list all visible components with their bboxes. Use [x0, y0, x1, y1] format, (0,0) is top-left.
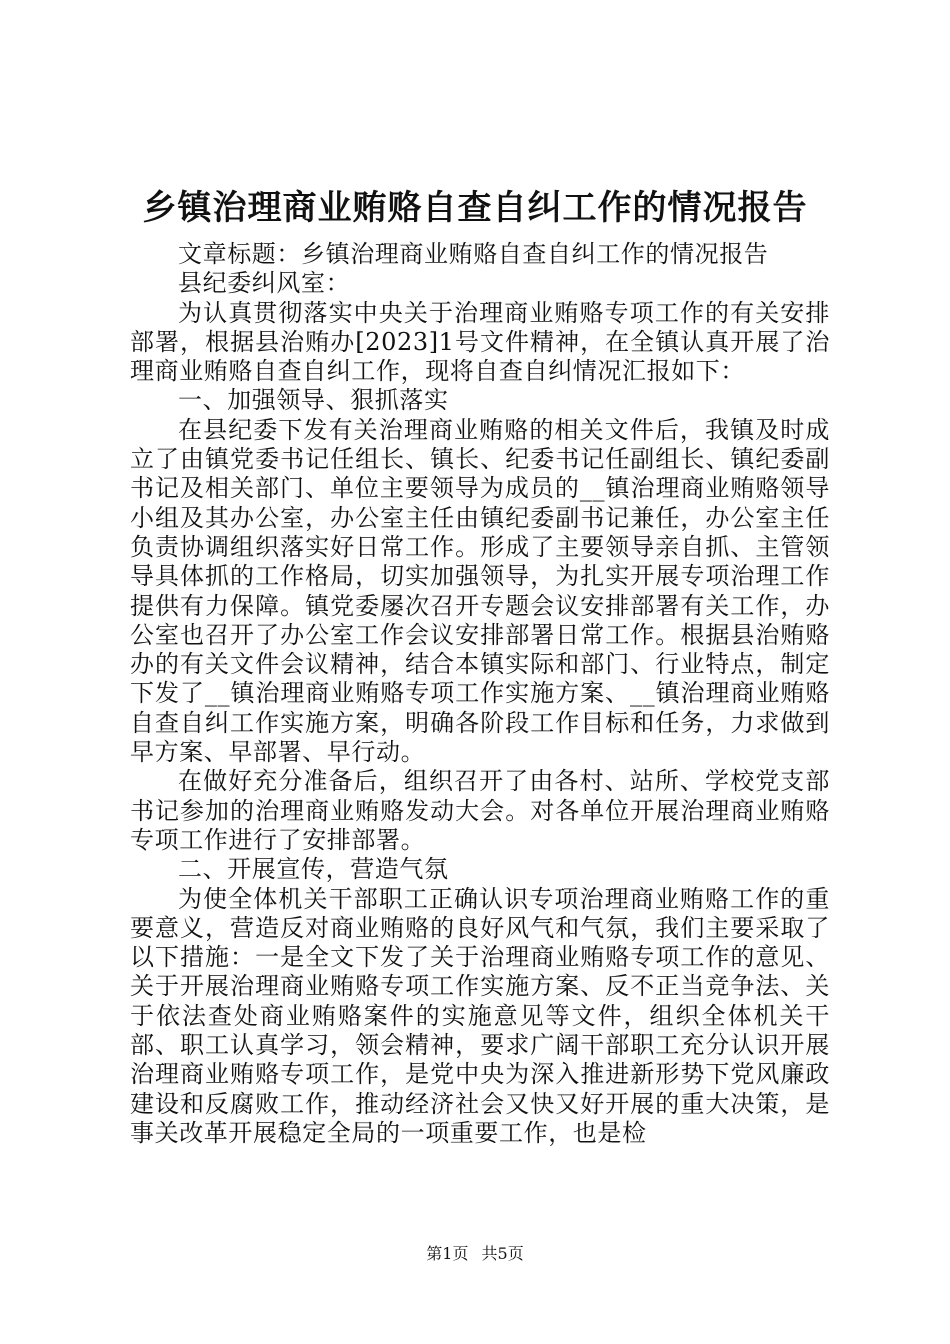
page-footer — [0, 1244, 950, 1264]
page-number: 第1页 — [426, 1244, 469, 1263]
section-heading: 一、加强领导、狠抓落实 — [178, 386, 449, 415]
document-body — [130, 240, 830, 1148]
body-paragraph: 在县纪委下发有关治理商业贿赂的相关文件后，我镇及时成立了由镇党委书记任组长、镇长、纪委书记任副组长、镇纪委副书记及相关部门、单位主要领导为成员的__镇治理商业贿赂领导小组及其办公室，办公室主任由镇纪委副书记兼任，办公室主任负责协调组织落实好日常工作。形成了主要领导亲自抓、主管领导具体抓的工作格局，切实加强领导，为扎实开展专项治理工作提供有力保障。镇党委屡次召开专题会议安排部署有关工作，办公室也召开了办公室工作会议安排部署日常工作。根据县治贿赂办的有关文件会议精神，结合本镇实际和部门、行业特点，制定下发了__镇治理商业贿赂专项工作实施方案、__镇治理商业贿赂自查自纠工作实施方案，明确各阶段工作目标和任务，力求做到早方案、早部署、早行动。 — [130, 415, 830, 767]
page-total: 共5页 — [481, 1244, 524, 1263]
article-title-line: 文章标题：乡镇治理商业贿赂自查自纠工作的情况报告 — [178, 240, 769, 268]
body-paragraph: 在做好充分准备后，组织召开了由各村、站所、学校党支部书记参加的治理商业贿赂发动大会。对各单位开展治理商业贿赂专项工作进行了安排部署。 — [130, 767, 830, 854]
body-paragraph: 为使全体机关干部职工正确认识专项治理商业贿赂工作的重要意义，营造反对商业贿赂的良好风气和气氛，我们主要采取了以下措施：一是全文下发了关于治理商业贿赂专项工作的意见、关于开展治理商业贿赂专项工作实施方案、反不正当竞争法、关于依法查处商业贿赂案件的实施意见等文件，组织全体机关干部、职工认真学习，领会精神，要求广阔干部职工充分认识开展治理商业贿赂专项工作，是党中央为深入推进新形势下党风廉政建设和反腐败工作，推动经济社会又快又好开展的重大决策，是事关改革开展稳定全局的一项重要工作，也是检 — [130, 884, 830, 1147]
body-paragraph: 为认真贯彻落实中央关于治理商业贿赂专项工作的有关安排部署，根据县治贿办[2023]1号文件精神，在全镇认真开展了治理商业贿赂自查自纠工作，现将自查自纠情况汇报如下： — [130, 298, 830, 386]
document-title: 乡镇治理商业贿赂自查自纠工作的情况报告 — [142, 188, 808, 228]
section-heading: 二、开展宣传，营造气氛 — [178, 855, 449, 884]
addressee-line: 县纪委纠风室： — [178, 269, 351, 298]
